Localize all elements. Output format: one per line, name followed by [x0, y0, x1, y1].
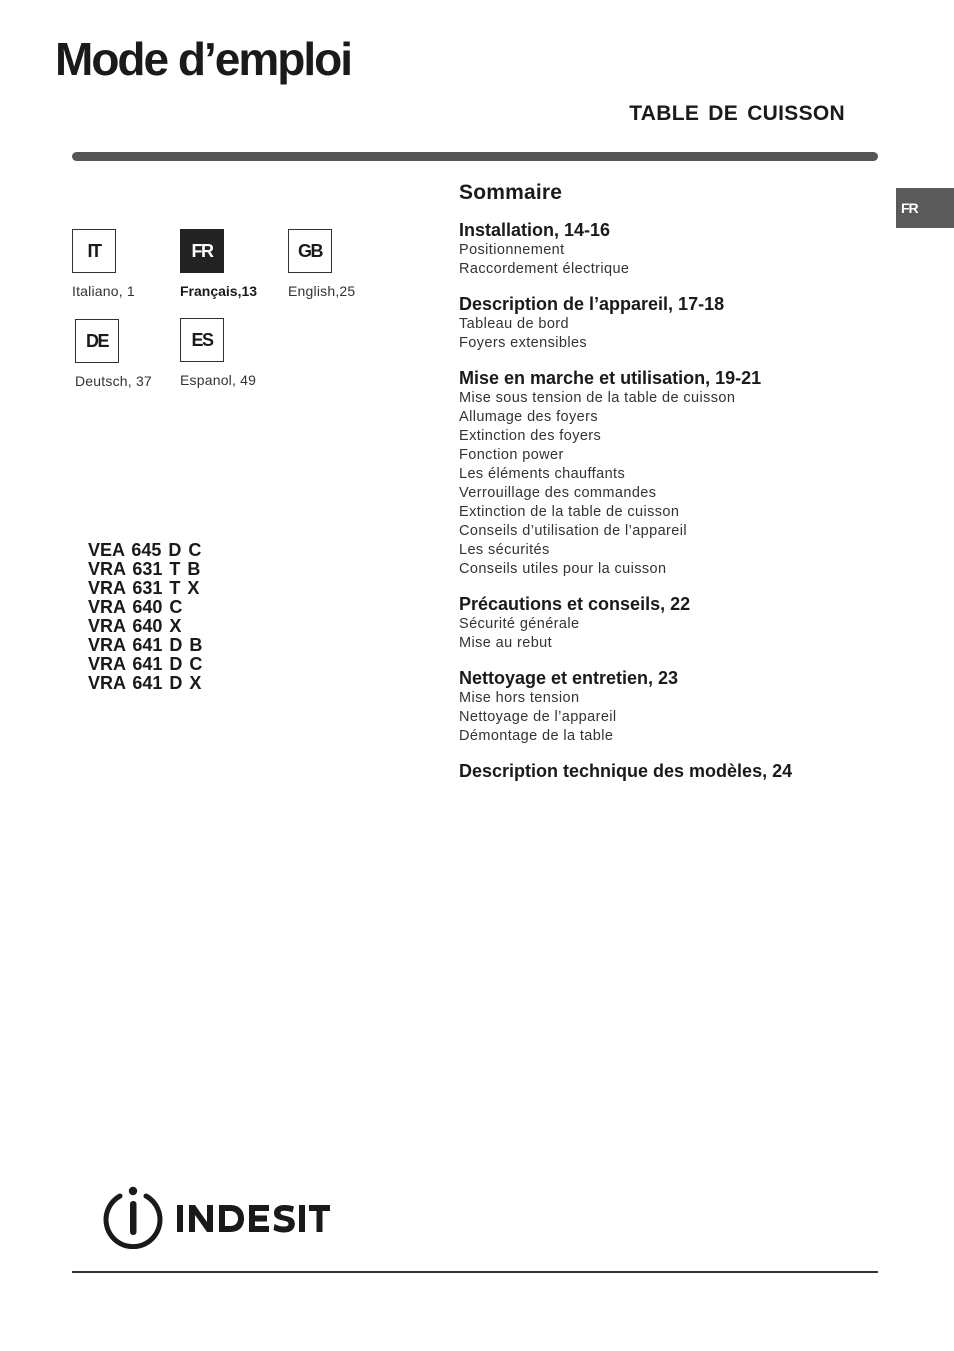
language-side-tab: FR: [896, 188, 954, 228]
language-label: Français,13: [180, 283, 258, 299]
language-code-box: FR: [180, 229, 224, 273]
toc-item[interactable]: Raccordement électrique: [459, 261, 630, 277]
toc-item[interactable]: Mise au rebut: [459, 635, 553, 651]
header-divider: [72, 152, 878, 161]
toc-heading[interactable]: Précautions et conseils, 22: [459, 594, 691, 614]
toc-item[interactable]: Mise hors tension: [459, 690, 580, 706]
model-item: VRA 641 D X: [88, 673, 202, 693]
language-label: English,25: [288, 283, 356, 299]
language-label: Deutsch, 37: [75, 373, 152, 389]
language-label: Espanol, 49: [180, 372, 257, 388]
toc-item[interactable]: Sécurité générale: [459, 616, 580, 632]
model-item: VRA 640 X: [88, 616, 182, 636]
toc-heading[interactable]: Description de l’appareil, 17-18: [459, 294, 725, 314]
toc-section-description: [459, 294, 879, 353]
toc-heading[interactable]: Nettoyage et entretien, 23: [459, 668, 679, 688]
logo-dot: [129, 1187, 137, 1195]
toc-section-usage: [459, 368, 879, 579]
toc-item[interactable]: Conseils utiles pour la cuisson: [459, 561, 667, 577]
language-french[interactable]: [180, 229, 257, 299]
language-spanish[interactable]: [180, 318, 256, 388]
toc-item[interactable]: Extinction des foyers: [459, 428, 602, 444]
logo-stem: [130, 1201, 137, 1235]
language-code-box: IT: [72, 229, 116, 273]
toc-item[interactable]: Fonction power: [459, 447, 564, 463]
toc-item[interactable]: Allumage des foyers: [459, 409, 598, 425]
language-code-box: DE: [75, 319, 119, 363]
model-item: VRA 631 T X: [88, 578, 200, 598]
toc-item[interactable]: Conseils d’utilisation de l’appareil: [459, 523, 687, 539]
toc-item[interactable]: Nettoyage de l’appareil: [459, 709, 617, 725]
model-item: VRA 641 D C: [88, 654, 203, 674]
footer-divider: [72, 1271, 878, 1273]
toc-title: Sommaire: [459, 181, 563, 204]
toc-item[interactable]: Les sécurités: [459, 542, 550, 558]
language-code-box: ES: [180, 318, 224, 362]
toc-heading[interactable]: Mise en marche et utilisation, 19-21: [459, 368, 762, 388]
language-german[interactable]: [75, 319, 152, 389]
language-code-box: GB: [288, 229, 332, 273]
logo-wordmark: [177, 1205, 330, 1233]
model-item: VEA 645 D C: [88, 540, 202, 560]
toc-section-cleaning: [459, 668, 879, 746]
language-italian[interactable]: [72, 229, 135, 299]
toc-item[interactable]: Mise sous tension de la table de cuisson: [459, 390, 736, 406]
toc-section-installation: [459, 220, 879, 279]
document-title: Mode d’emploi: [55, 33, 351, 85]
toc-item[interactable]: Tableau de bord: [459, 316, 569, 332]
document-subtitle: TABLE DE CUISSON: [629, 102, 845, 125]
toc-item[interactable]: Foyers extensibles: [459, 335, 588, 351]
indesit-logo: [103, 1185, 333, 1249]
toc-section-technical: [459, 761, 879, 782]
model-item: VRA 640 C: [88, 597, 183, 617]
toc-item[interactable]: Positionnement: [459, 242, 565, 258]
toc-section-precautions: [459, 594, 879, 653]
language-english[interactable]: [288, 229, 355, 299]
table-of-contents: [459, 181, 879, 797]
toc-heading[interactable]: Description technique des modèles, 24: [459, 761, 793, 781]
toc-heading[interactable]: Installation, 14-16: [459, 220, 611, 240]
model-item: VRA 631 T B: [88, 559, 201, 579]
toc-item[interactable]: Extinction de la table de cuisson: [459, 504, 680, 520]
toc-item[interactable]: Les éléments chauffants: [459, 466, 626, 482]
model-list: [88, 541, 202, 693]
toc-item[interactable]: Démontage de la table: [459, 728, 614, 744]
toc-item[interactable]: Verrouillage des commandes: [459, 485, 657, 501]
language-label: Italiano, 1: [72, 283, 135, 299]
model-item: VRA 641 D B: [88, 635, 203, 655]
